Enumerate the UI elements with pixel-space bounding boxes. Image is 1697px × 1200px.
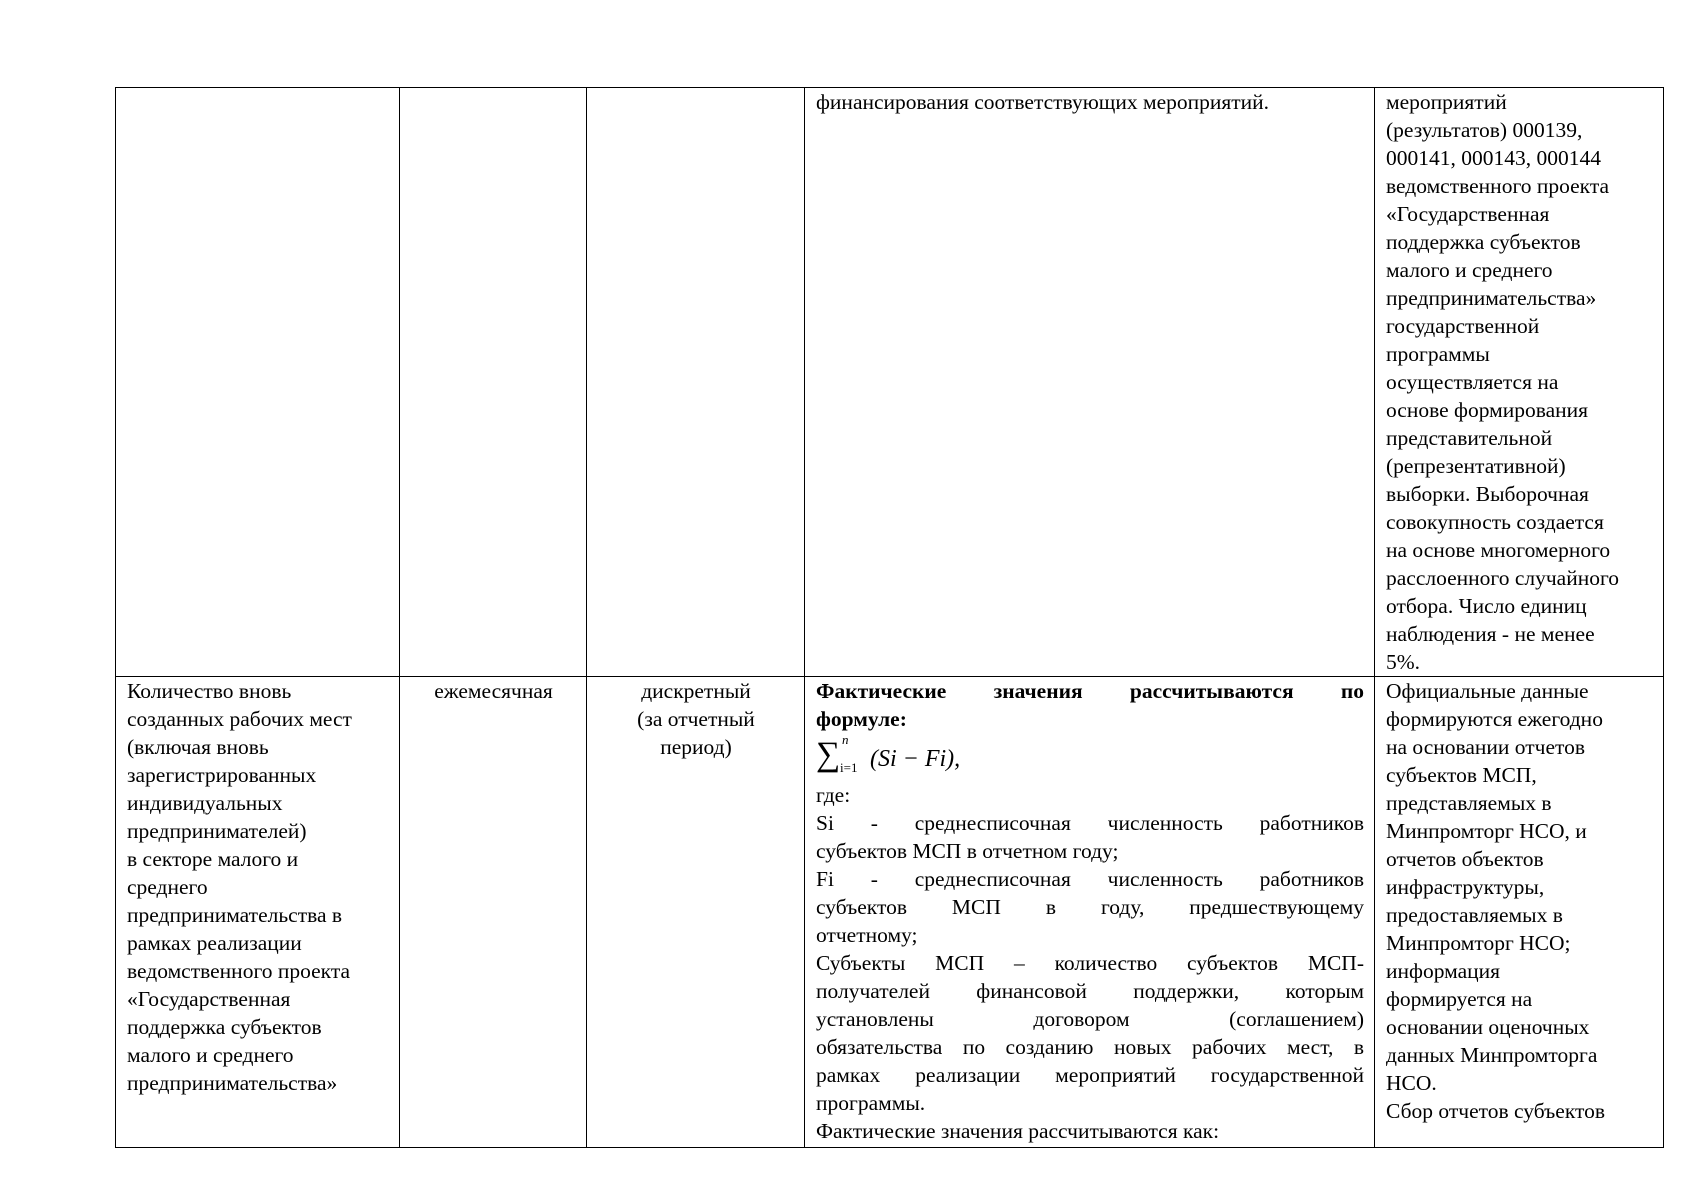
text-line: предпринимательства» [127, 1071, 338, 1095]
text-line: основании оценочных [1386, 1015, 1590, 1039]
text-line: поддержка субъектов [1386, 230, 1581, 254]
indicator-type [598, 677, 794, 761]
text-line: (репрезентативной) [1386, 454, 1566, 478]
cell-lines [1386, 88, 1653, 676]
indicator-name [127, 677, 389, 1097]
method-last-line: Фактические значения рассчитываются как: [816, 1119, 1220, 1143]
text-line: малого и среднего [1386, 258, 1553, 282]
table-cell-indicator [116, 88, 400, 677]
text-line: Официальные данные [1386, 679, 1589, 703]
text-line: предпринимательства в [127, 903, 343, 927]
table-cell-type [587, 88, 805, 677]
text-line: (включая вновь [127, 735, 269, 759]
text-line: предпринимательства» [1386, 286, 1597, 310]
cell-lines [1386, 677, 1653, 1125]
text-line: финансирования соответствующих мероприятий. [816, 90, 1270, 114]
text-line: Минпромторг НСО; [1386, 931, 1571, 955]
text-line: (результатов) 000139, [1386, 118, 1583, 142]
text-line: основе формирования [1386, 398, 1589, 422]
text-line: отбора. Число единиц [1386, 594, 1587, 618]
text-line: малого и среднего [127, 1043, 294, 1067]
text-line: наблюдения - не менее [1386, 622, 1595, 646]
si-definition: Si - среднесписочная численность работников [816, 811, 1364, 835]
text-line: отчетов объектов [1386, 847, 1544, 871]
method-heading-cont: формуле: [816, 707, 907, 731]
text-line: поддержка субъектов [127, 1015, 322, 1039]
text-line: выборки. Выборочная [1386, 482, 1589, 506]
text-line: индивидуальных [127, 791, 283, 815]
sigma-symbol: ∑ [816, 736, 841, 773]
text-line: «Государственная [127, 987, 291, 1011]
text-line: данных Минпромторга [1386, 1043, 1598, 1067]
sum-upper-limit: n [842, 732, 849, 747]
msp-definition-cont: получателей финансовой поддержки, которым [816, 979, 1364, 1003]
text-line: (за отчетный [637, 707, 755, 731]
table-cell-source [1375, 88, 1664, 677]
text-line: среднего [127, 875, 208, 899]
method-heading: Фактические значения рассчитываются по [816, 679, 1364, 703]
table-cell-indicator [116, 677, 400, 1148]
text-line: Минпромторг НСО, и [1386, 819, 1587, 843]
msp-definition-cont: рамках реализации мероприятий государственной [816, 1063, 1364, 1087]
table-cell-method [805, 677, 1375, 1148]
fi-definition-cont: субъектов МСП в году, предшествующему [816, 895, 1364, 919]
msp-definition-cont: обязательства по созданию новых рабочих мест, в [816, 1035, 1364, 1059]
text-line: информация [1386, 959, 1501, 983]
text-line: формируются ежегодно [1386, 707, 1603, 731]
table-cell-source [1375, 677, 1664, 1148]
text-line: осуществляется на [1386, 370, 1559, 394]
sum-formula [816, 733, 1364, 781]
text-line: мероприятий [1386, 90, 1507, 114]
text-line: 000141, 000143, 000144 [1386, 146, 1601, 170]
table-cell-periodicity [400, 88, 587, 677]
text-line: «Государственная [1386, 202, 1550, 226]
table-row [116, 677, 1664, 1148]
text-line: формируется на [1386, 987, 1533, 1011]
si-definition-cont: субъектов МСП в отчетном году; [816, 839, 1119, 863]
text-line: субъектов МСП, [1386, 763, 1537, 787]
text-line: зарегистрированных [127, 763, 317, 787]
text-line: созданных рабочих мест [127, 707, 352, 731]
text-line: государственной [1386, 314, 1540, 338]
msp-definition-cont: установлены договором (соглашением) [816, 1007, 1364, 1031]
indicator-table [115, 87, 1664, 1148]
where-label: где: [816, 783, 851, 807]
text-line: период) [660, 735, 732, 759]
text-line: представительной [1386, 426, 1553, 450]
text-line: на основании отчетов [1386, 735, 1586, 759]
text-line: 5%. [1386, 650, 1421, 674]
text-line: предпринимателей) [127, 819, 307, 843]
fi-definition: Fi - среднесписочная численность работников [816, 867, 1364, 891]
text-line: инфраструктуры, [1386, 875, 1545, 899]
text-line: ведомственного проекта [127, 959, 351, 983]
text-line: предоставляемых в [1386, 903, 1563, 927]
text-line: НСО. [1386, 1071, 1437, 1095]
text-line: ведомственного проекта [1386, 174, 1610, 198]
msp-definition-end: программы. [816, 1091, 926, 1115]
text-line: дискретный [641, 679, 751, 703]
text-line: совокупность создается [1386, 510, 1604, 534]
msp-definition: Субъекты МСП – количество субъектов МСП- [816, 951, 1364, 975]
sum-lower-limit: i=1 [840, 760, 858, 775]
text-line: на основе многомерного [1386, 538, 1611, 562]
text-line: Сбор отчетов субъектов [1386, 1099, 1605, 1123]
table-cell-periodicity [400, 677, 587, 1148]
text-line: программы [1386, 342, 1490, 366]
periodicity-value: ежемесячная [434, 679, 553, 703]
text-line: представляемых в [1386, 791, 1552, 815]
text-line: Количество вновь [127, 679, 292, 703]
sum-expression: (Si − Fi), [870, 746, 961, 772]
table-cell-method [805, 88, 1375, 677]
text-line: в секторе малого и [127, 847, 299, 871]
text-line: расслоенного случайного [1386, 566, 1620, 590]
table-cell-type [587, 677, 805, 1148]
cell-lines [816, 88, 1364, 116]
table-row [116, 88, 1664, 677]
text-line: рамках реализации [127, 931, 302, 955]
fi-definition-end: отчетному; [816, 923, 918, 947]
